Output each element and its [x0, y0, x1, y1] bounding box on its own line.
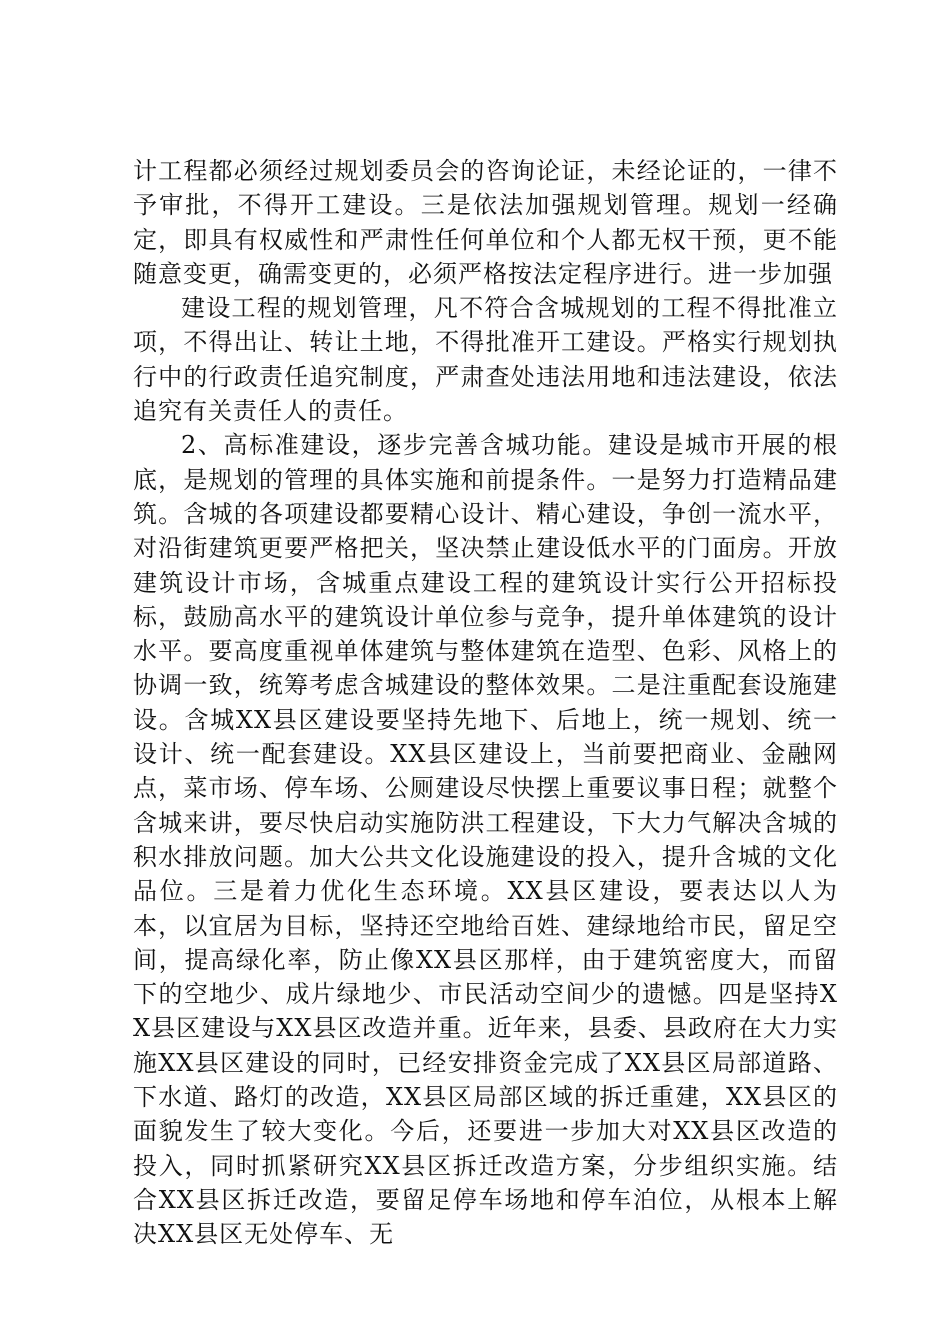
paragraph-3: 2、高标准建设，逐步完善含城功能。建设是城市开展的根底，是规划的管理的具体实施和前提条件。一是努力打造精品建筑。含城的各项建设都要精心设计、精心建设，争创一流水平，对沿街建筑更要严格把关，坚决禁止建设低水平的门面房。开放建筑设计市场，含城重点建设工程的建筑设计实行公开招标投标，鼓励高水平的建筑设计单位参与竞争，提升单体建筑的设计水平。要高度重视单体建筑与整体建筑在造型、色彩、风格上的协调一致，统筹考虑含城建设的整体效果。二是注重配套设施建设。含城XX县区建设要坚持先地下、后地上，统一规划、统一设计、统一配套建设。XX县区建设上，当前要把商业、金融网点，菜市场、停车场、公厕建设尽快摆上重要议事日程；就整个含城来讲，要尽快启动实施防洪工程建设，下大力气解决含城的积水排放问题。加大公共文化设施建设的投入，提升含城的文化品位。三是着力优化生态环境。XX县区建设，要表达以人为本，以宜居为目标，坚持还空地给百姓、建绿地给市民，留足空间，提高绿化率，防止像XX县区那样，由于建筑密度大，而留下的空地少、成片绿地少、市民活动空间少的遗憾。四是坚持XX县区建设与XX县区改造并重。近年来，县委、县政府在大力实施XX县区建设的同时，已经安排资金完成了XX县区局部道路、下水道、路灯的改造，XX县区局部区域的拆迁重建，XX县区的面貌发生了较大变化。今后，还要进一步加大对XX县区改造的投入，同时抓紧研究XX县区拆迁改造方案，分步组织实施。结合XX县区拆迁改造，要留足停车场地和停车泊位，从根本上解决XX县区无处停车、无 — [133, 431, 838, 1249]
paragraph-2: 建设工程的规划管理，凡不符合含城规划的工程不得批准立项，不得出让、转让土地，不得批准开工建设。严格实行规划执行中的行政责任追究制度，严肃查处违法用地和违法建设，依法追究有关责任人的责任。 — [133, 294, 838, 426]
paragraph-1: 计工程都必须经过规划委员会的咨询论证，未经论证的，一律不予审批，不得开工建设。三是依法加强规划管理。规划一经确定，即具有权威性和严肃性任何单位和个人都无权干预，更不能随意变更，确需变更的，必须严格按法定程序进行。进一步加强 — [133, 157, 838, 288]
document-body — [133, 154, 838, 1252]
